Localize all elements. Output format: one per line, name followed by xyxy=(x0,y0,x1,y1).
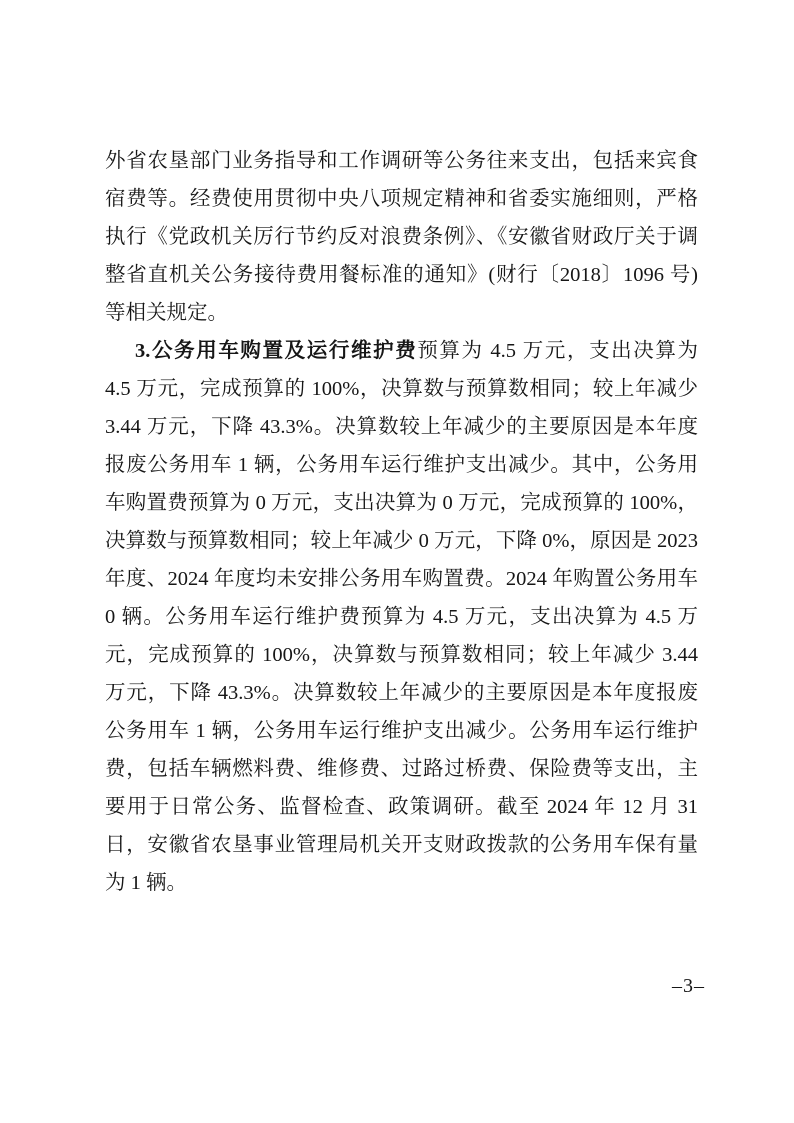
text-line: 宿费等。经费使用贯彻中央八项规定精神和省委实施细则，严格 xyxy=(105,188,698,210)
paragraph-first-line xyxy=(105,332,698,370)
text-line: 元，完成预算的 100%，决算数与预算数相同；较上年减少 3.44 xyxy=(105,644,698,666)
text-line: 等相关规定。 xyxy=(105,302,228,324)
text-line: 要用于日常公务、监督检查、政策调研。截至 2024 年 12 月 31 xyxy=(105,796,698,818)
text-line: 车购置费预算为 0 万元，支出决算为 0 万元，完成预算的 100%， xyxy=(105,492,698,514)
text-line: 费，包括车辆燃料费、维修费、过路过桥费、保险费等支出，主 xyxy=(105,758,698,780)
text-line: 年度、2024 年度均未安排公务用车购置费。2024 年购置公务用车 xyxy=(105,568,698,590)
section-heading: 3.公务用车购置及运行维护费 xyxy=(135,340,418,362)
text-line: 为 1 辆。 xyxy=(105,872,187,894)
text-line: 决算数与预算数相同；较上年减少 0 万元，下降 0%，原因是 2023 xyxy=(105,530,698,552)
paragraph-continuation xyxy=(105,142,698,332)
text-line: 报废公务用车 1 辆，公务用车运行维护支出减少。其中，公务用 xyxy=(105,454,698,476)
text-line: 整省直机关公务接待费用餐标准的通知》(财行〔2018〕1096 号) xyxy=(105,264,698,286)
text-segment: 预算为 4.5 万元，支出决算为 xyxy=(417,340,698,362)
page-number: –3– xyxy=(672,975,705,997)
text-line: 0 辆。公务用车运行维护费预算为 4.5 万元，支出决算为 4.5 万 xyxy=(105,606,698,628)
text-line: 3.44 万元，下降 43.3%。决算数较上年减少的主要原因是本年度 xyxy=(105,416,698,438)
text-line: 日，安徽省农垦事业管理局机关开支财政拨款的公务用车保有量 xyxy=(105,834,698,856)
text-line: 公务用车 1 辆，公务用车运行维护支出减少。公务用车运行维护 xyxy=(105,720,698,742)
text-line: 4.5 万元，完成预算的 100%，决算数与预算数相同；较上年减少 xyxy=(105,378,698,400)
text-line: 执行《党政机关厉行节约反对浪费条例》、《安徽省财政厅关于调 xyxy=(105,226,698,248)
text-line: 外省农垦部门业务指导和工作调研等公务往来支出，包括来宾食 xyxy=(105,150,698,172)
text-line: 万元，下降 43.3%。决算数较上年减少的主要原因是本年度报废 xyxy=(105,682,698,704)
paragraph-vehicle-expenses xyxy=(105,332,698,902)
document-text-block xyxy=(105,142,698,902)
